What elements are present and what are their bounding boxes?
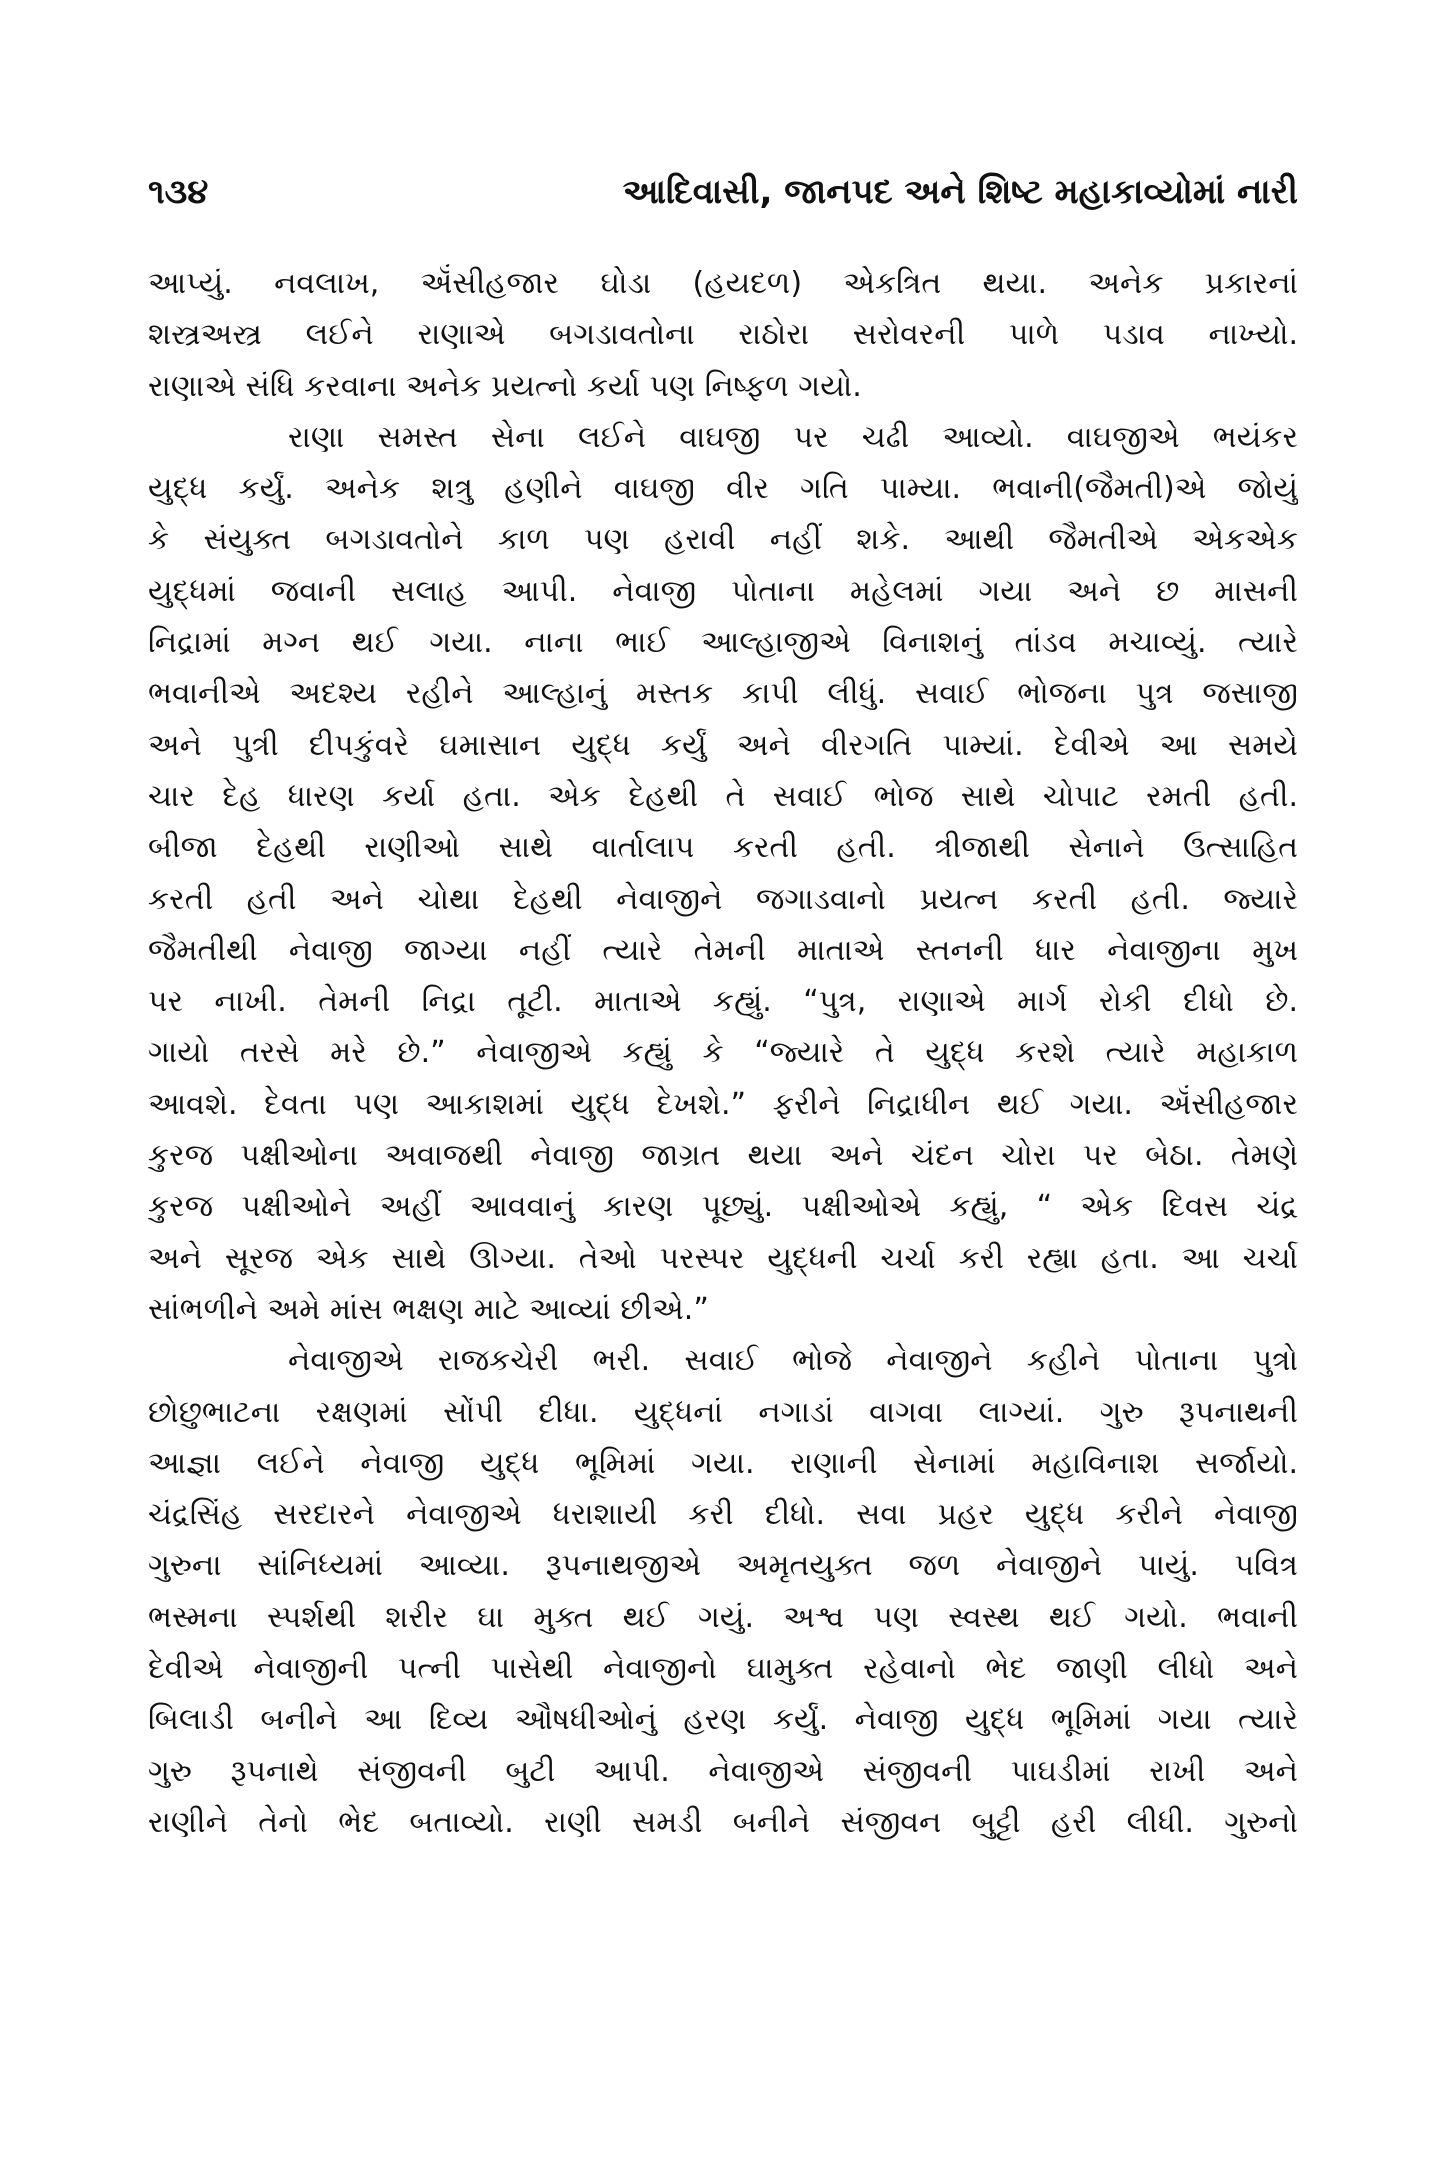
running-title: આદિવાસી, જાનપદ અને શિષ્ટ મહાકાવ્યોમાં નારી	[622, 172, 1298, 212]
text-line: આવશે. દેવતા પણ આકાશમાં યુદ્ધ દેખશે.” ફરીને નિદ્રાધીન થઈ ગયા. ઍંસીહજાર	[148, 1086, 1298, 1122]
paragraph-3	[148, 1335, 1298, 1848]
text-line: ગાયો તરસે મરે છે.” નેવાજીએ કહ્યું કે “જ્યારે તે યુદ્ધ કરશે ત્યારે મહાકાળ	[148, 1035, 1298, 1071]
text-line: ભસ્મના સ્પર્શથી શરીર ઘા મુક્ત થઈ ગયું. અશ્વ પણ સ્વસ્થ થઈ ગયો. ભવાની	[148, 1599, 1298, 1635]
text-line: કરતી હતી અને ચોથા દેહથી નેવાજીને જગાડવાનો પ્રયત્ન કરતી હતી. જ્યારે	[148, 881, 1298, 917]
text-line: યુદ્ધમાં જવાની સલાહ આપી. નેવાજી પોતાના મહેલમાં ગયા અને છ માસની	[148, 573, 1298, 609]
text-line: કે સંયુક્ત બગડાવતોને કાળ પણ હરાવી નહીં શકે. આથી જૈમતીએ એકએક	[148, 522, 1298, 558]
text-line: પર નાખી. તેમની નિદ્રા તૂટી. માતાએ કહ્યું. “પુત્ર, રાણાએ માર્ગ રોકી દીધો છે.	[148, 984, 1298, 1020]
text-line: રાણા સમસ્ત સેના લઈને વાઘજી પર ચઢી આવ્યો. વાઘજીએ ભયંકર	[288, 419, 1298, 455]
text-line: અને સૂરજ એક સાથે ઊગ્યા. તેઓ પરસ્પર યુદ્ધની ચર્ચા કરી રહ્યા હતા. આ ચર્ચા	[148, 1240, 1298, 1276]
text-line: બિલાડી બનીને આ દિવ્ય ઔષધીઓનું હરણ કર્યું. નેવાજી યુદ્ધ ભૂમિમાં ગયા ત્યારે	[148, 1702, 1298, 1738]
text-line: નેવાજીએ રાજકચેરી ભરી. સવાઈ ભોજે નેવાજીને કહીને પોતાના પુત્રો	[288, 1343, 1298, 1379]
text-line: ચંદ્રસિંહ સરદારને નેવાજીએ ધરાશાયી કરી દીધો. સવા પ્રહર યુદ્ધ કરીને નેવાજી	[148, 1497, 1298, 1533]
text-line: આપ્યું. નવલાખ, ઍંસીહજાર ઘોડા (હયદળ) એકત્રિત થયા. અનેક પ્રકારનાં	[148, 266, 1298, 301]
text-line: ગુરુના સાંનિધ્યમાં આવ્યા. રૂપનાથજીએ અમૃતયુક્ત જળ નેવાજીને પાયું. પવિત્ર	[148, 1548, 1298, 1584]
text-line: ચાર દેહ ધારણ કર્યા હતા. એક દેહથી તે સવાઈ ભોજ સાથે ચોપાટ રમતી હતી.	[148, 778, 1298, 814]
text-line: સાંભળીને અમે માંસ ભક્ષણ માટે આવ્યાં છીએ.”	[148, 1291, 709, 1327]
text-line: આજ્ઞા લઈને નેવાજી યુદ્ધ ભૂમિમાં ગયા. રાણાની સેનામાં મહાવિનાશ સર્જાયો.	[148, 1445, 1298, 1481]
text-line: શસ્ત્રઅસ્ત્ર લઈને રાણાએ બગડાવતોના રાઠોરા સરોવરની પાળે પડાવ નાખ્યો.	[148, 317, 1298, 353]
text-line: યુદ્ધ કર્યું. અનેક શત્રુ હણીને વાઘજી વીર ગતિ પામ્યા. ભવાની(જૈમતી)એ જોયું	[148, 471, 1298, 507]
page-header	[148, 168, 1298, 216]
text-line: દેવીએ નેવાજીની પત્ની પાસેથી નેવાજીનો ઘામુક્ત રહેવાનો ભેદ જાણી લીધો અને	[148, 1651, 1298, 1687]
text-line: જૈમતીથી નેવાજી જાગ્યા નહીં ત્યારે તેમની માતાએ સ્તનની ધાર નેવાજીના મુખ	[148, 932, 1298, 968]
text-line: ગુરુ રૂપનાથે સંજીવની બુટી આપી. નેવાજીએ સંજીવની પાઘડીમાં રાખી અને	[148, 1753, 1298, 1789]
body-text	[148, 258, 1298, 1848]
text-line: કુરજ પક્ષીઓને અહીં આવવાનું કારણ પૂછ્યું. પક્ષીઓએ કહ્યું, “ એક દિવસ ચંદ્ર	[148, 1189, 1298, 1225]
text-line: રાણાએ સંધિ કરવાના અનેક પ્રયત્નો કર્યા પણ નિષ્ફળ ગયો.	[148, 368, 862, 404]
text-line: ભવાનીએ અદશ્ય રહીને આલ્હાનું મસ્તક કાપી લીધું. સવાઈ ભોજના પુત્ર જસાજી	[148, 676, 1298, 712]
page-number: ૧૩૪	[148, 172, 209, 212]
text-line: કુરજ પક્ષીઓના અવાજથી નેવાજી જાગ્રત થયા અને ચંદન ચોરા પર બેઠા. તેમણે	[148, 1138, 1298, 1174]
text-line: બીજા દેહથી રાણીઓ સાથે વાર્તાલાપ કરતી હતી. ત્રીજાથી સેનાને ઉત્સાહિત	[148, 830, 1298, 866]
text-line: અને પુત્રી દીપકુંવરે ઘમાસાન યુદ્ધ કર્યું અને વીરગતિ પામ્યાં. દેવીએ આ સમયે	[148, 727, 1298, 763]
text-line: નિદ્રામાં મગ્ન થઈ ગયા. નાના ભાઈ આલ્હાજીએ વિનાશનું તાંડવ મચાવ્યું. ત્યારે	[148, 625, 1298, 661]
paragraph-1	[148, 258, 1298, 412]
paragraph-2	[148, 412, 1298, 1335]
text-line: રાણીને તેનો ભેદ બતાવ્યો. રાણી સમડી બનીને સંજીવન બુટ્ટી હરી લીધી. ગુરુનો	[148, 1804, 1298, 1840]
text-line: છોછુભાટના રક્ષણમાં સોંપી દીધા. યુદ્ધનાં નગાડાં વાગવા લાગ્યાં. ગુરુ રૂપનાથની	[148, 1394, 1298, 1430]
